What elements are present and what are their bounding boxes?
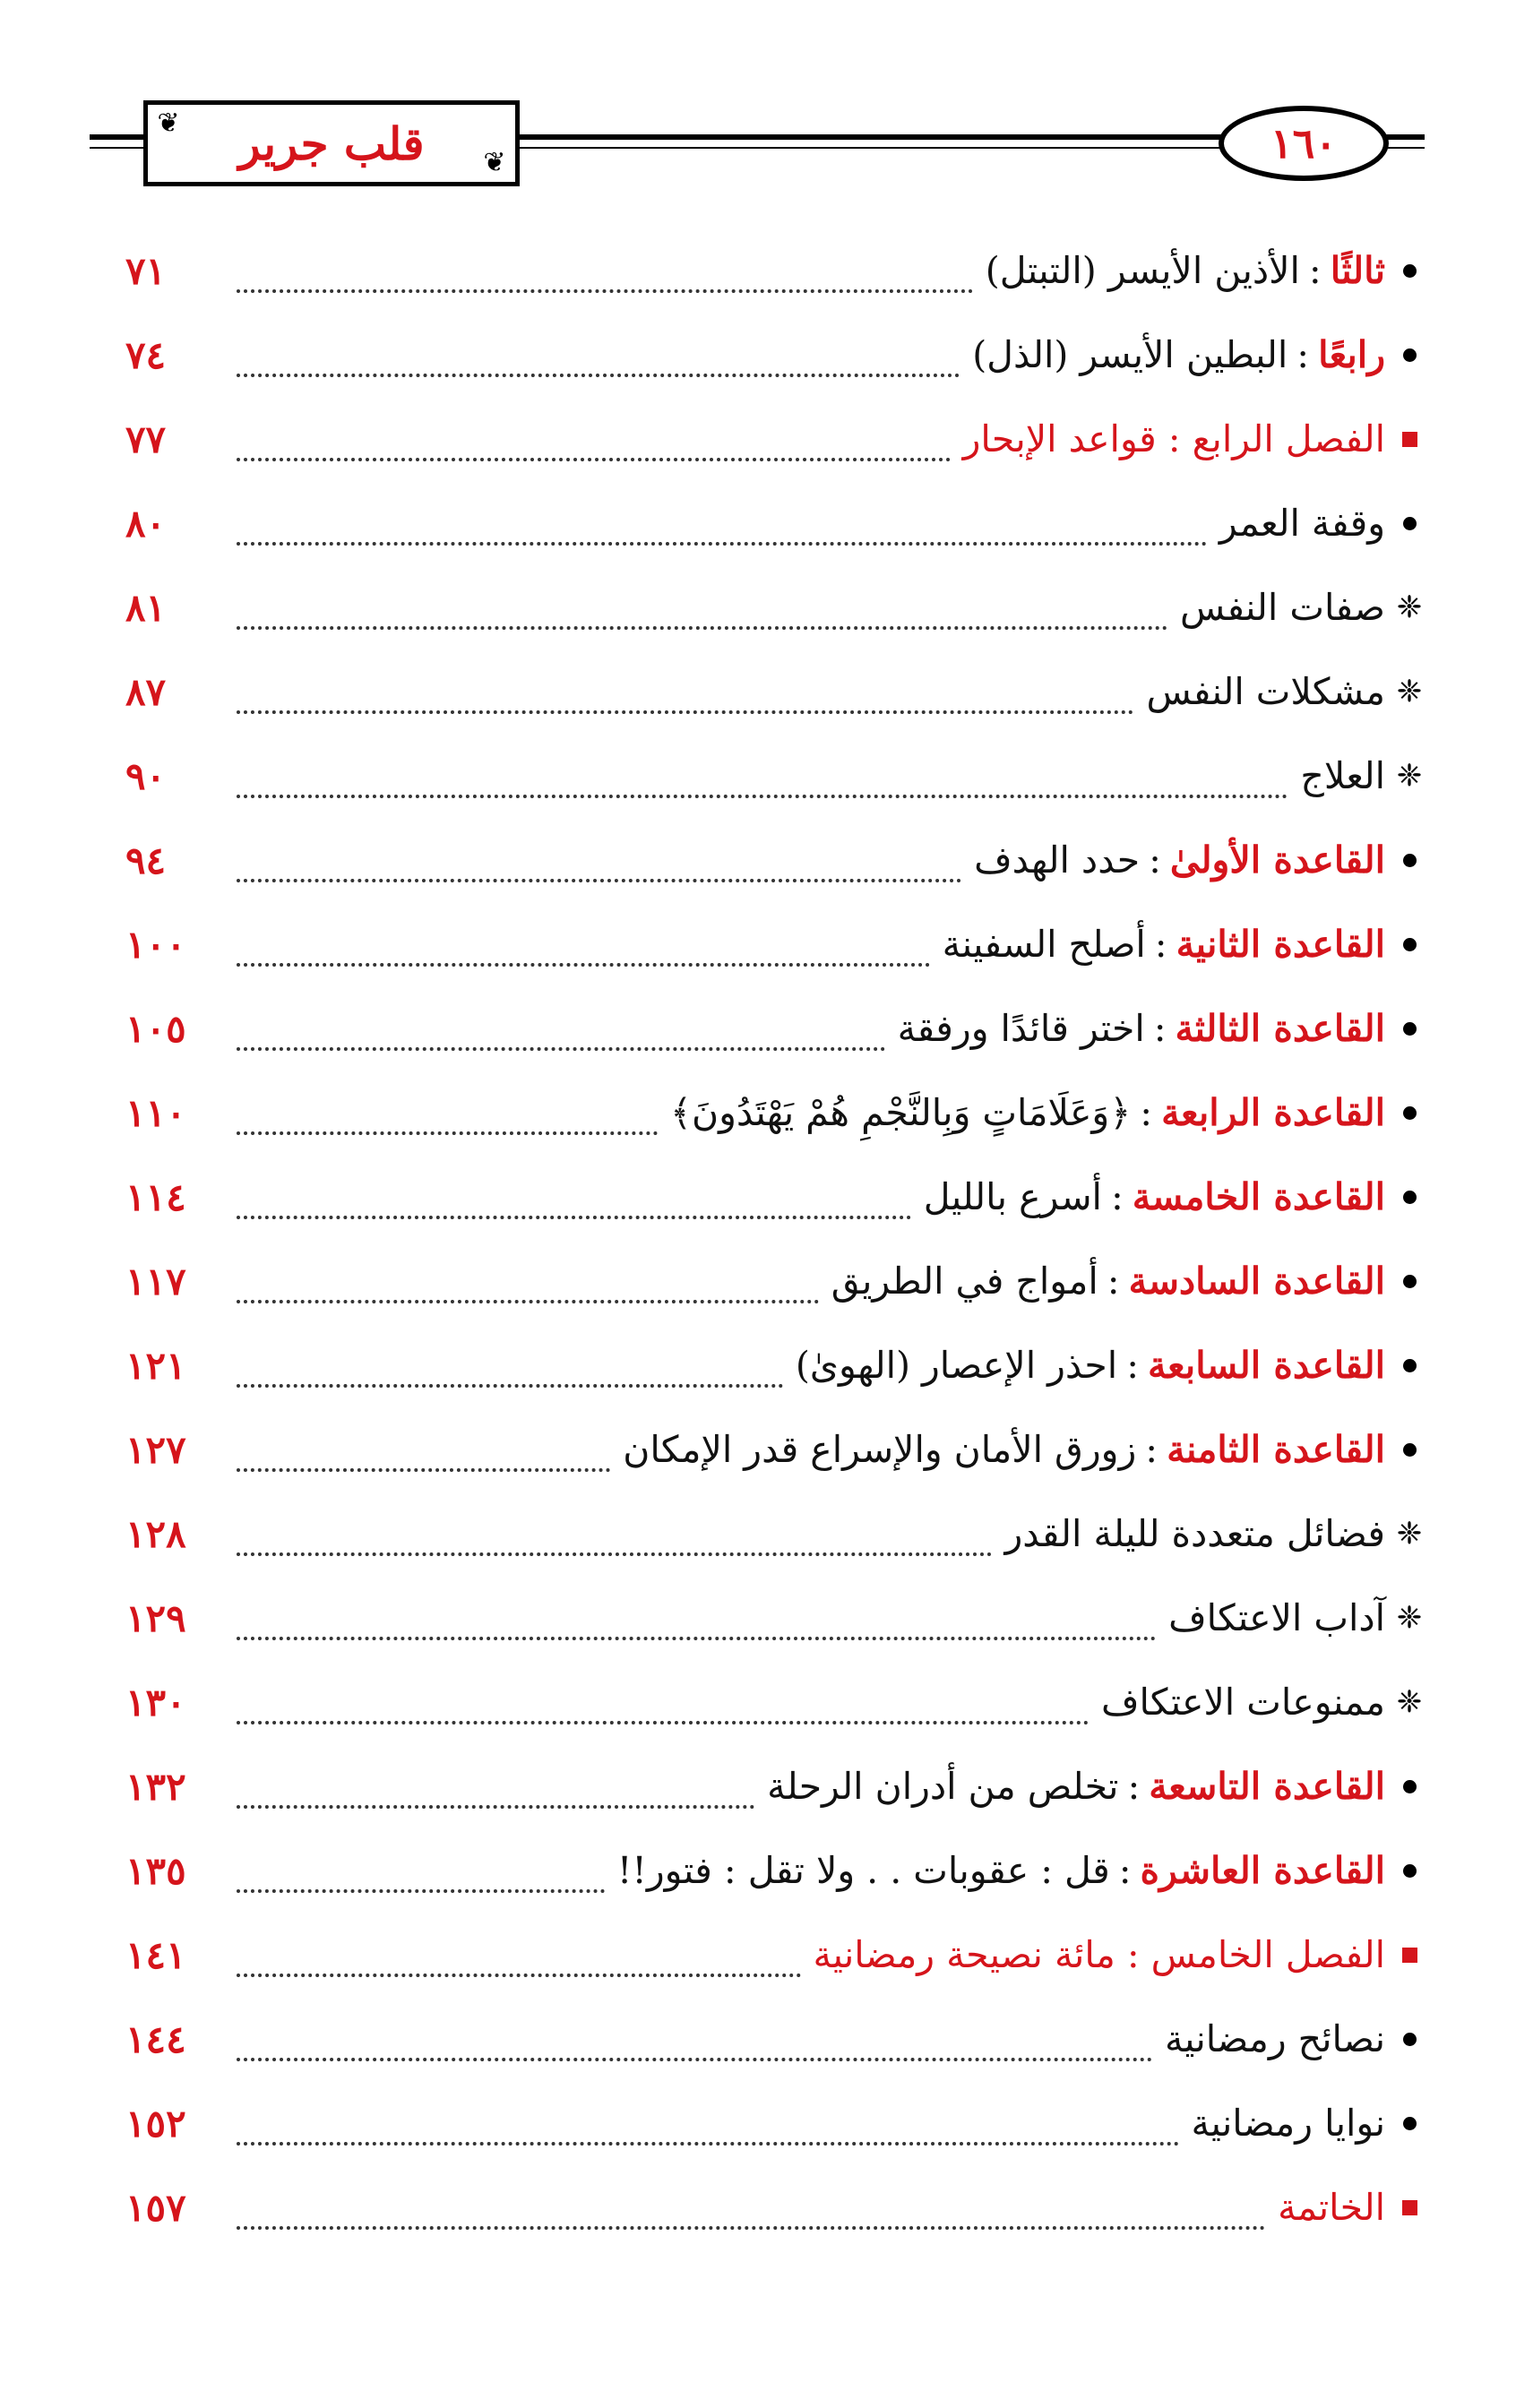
bullet-dot-icon [1394,2033,1425,2046]
toc-page-number: ١٢٧ [125,1427,186,1472]
toc-entry-text: آداب الاعتكاف [1168,1596,1385,1639]
toc-entry-text: أسرع بالليل [923,1175,1102,1218]
bullet-dot-icon [1394,348,1425,362]
toc-entry-text: حدد الهدف [974,838,1141,882]
toc-page-number: ٧٤ [125,332,167,377]
toc-entry-text: تخلص من أدران الرحلة [767,1765,1119,1808]
bullet-dot-icon [1394,1780,1425,1793]
toc-entry-text: قل : عقوبات . . ولا تقل : فتور!! [616,1849,1110,1892]
page-number: ١٦٠ [1270,119,1338,168]
bullet-square-icon [1394,2200,1425,2215]
dot-leader [237,1020,885,1051]
toc-page-number: ١١٧ [125,1259,186,1303]
toc-page-number: ١٢١ [125,1343,186,1388]
bullet-star-icon: ❈ [1396,1684,1423,1720]
label-separator: : [1127,1765,1141,1808]
toc-page-number: ٧٧ [125,417,167,461]
toc-entry-label: القاعدة الخامسة [1132,1175,1385,1218]
toc-entry-title [943,923,1394,966]
toc-entry [125,313,1425,397]
toc-page-number: ١٣٢ [125,1764,186,1809]
toc-page-number: ٩٤ [125,838,167,882]
dot-leader [237,684,1133,714]
label-separator: : [1154,923,1167,966]
label-separator: : [1145,1428,1159,1471]
toc-entry-text: مشكلات النفس [1146,670,1385,713]
toc-entry-title [1165,2017,1394,2060]
ornament-icon: ❦ [483,147,506,178]
page-number-oval [1219,106,1389,181]
toc-page-number: ١٥٧ [125,2185,186,2230]
toc-page-number: ١٢٨ [125,1511,186,1556]
dot-leader [237,852,961,882]
label-separator: : [1153,1007,1167,1050]
toc-entry [125,1828,1425,1913]
toc-entry-text: أصلح السفينة [942,923,1146,966]
toc-entry [125,1576,1425,1660]
bullet-star-icon: ❈ [1396,1516,1423,1552]
toc-entry-title [767,1765,1394,1808]
toc-entry-text: زورق الأمان والإسراع قدر الإمكان [623,1428,1137,1471]
label-separator: : [1296,333,1310,376]
bullet-dot-icon [1394,1275,1425,1288]
dot-leader [237,1105,658,1135]
toc-entry [125,1155,1425,1239]
dot-leader [237,768,1288,798]
toc-entry [125,2081,1425,2165]
toc-entry [125,397,1425,481]
dot-leader [237,1441,610,1472]
dot-leader [237,2199,1265,2230]
toc-page-number: ٨٠ [125,501,167,546]
toc-entry-title [1300,754,1394,797]
bullet-dot-icon [1394,854,1425,867]
toc-entry-text: الفصل الخامس : مائة نصيحة رمضانية [813,1933,1385,1976]
dot-leader [237,1947,801,1977]
toc-entry [125,2165,1425,2249]
dot-leader [237,1694,1089,1724]
toc-entry-label: القاعدة العاشرة [1140,1849,1385,1892]
label-separator: : [1149,838,1161,882]
toc-entry-title [986,249,1394,292]
toc-entry [125,902,1425,986]
toc-entry-text: وقفة العمر [1219,502,1385,545]
dot-leader [237,347,960,377]
toc-entry-text: اختر قائدًا ورفقة [897,1007,1145,1050]
toc-entry-text: الأذين الأيسر (التبتل) [985,249,1300,292]
toc-entry-title [1180,586,1394,629]
toc-entry-text: نوايا رمضانية [1191,2102,1385,2145]
bullet-dot-icon [1394,264,1425,278]
bullet-dot-icon [1394,1359,1425,1372]
toc-entry-text: الخاتمة [1278,2186,1385,2229]
toc-entry-label: القاعدة الثانية [1176,923,1385,966]
bullet-star-icon: ❈ [1396,758,1423,794]
toc-entry-text: العلاج [1300,754,1385,797]
dot-leader [237,515,1207,546]
dot-leader [237,1778,754,1809]
toc-entry [125,649,1425,734]
toc-entry-label: القاعدة الثامنة [1167,1428,1385,1471]
dot-leader [237,1526,992,1556]
dot-leader [237,1862,605,1893]
toc-entry-label: رابعًا [1318,333,1385,376]
dot-leader [237,2115,1179,2146]
dot-leader [237,262,973,293]
toc-entry-text: أمواج في الطريق [831,1260,1098,1303]
bullet-star-icon: ❈ [1396,1600,1423,1636]
bullet-dot-icon [1394,938,1425,951]
toc-page-number: ٨٧ [125,669,167,714]
toc-entry [125,1660,1425,1744]
toc-entry-text: صفات النفس [1180,586,1385,629]
dot-leader [237,2031,1152,2061]
toc-page-number: ٨١ [125,585,167,630]
dot-leader [237,1273,819,1303]
toc-entry-text: فضائل متعددة لليلة القدر [1004,1512,1385,1555]
toc-page-number: ٧١ [125,248,167,293]
toc-entry [125,1071,1425,1155]
toc-page-number: ١٤١ [125,1932,186,1977]
toc-entry-title [963,417,1394,460]
toc-entry-label: القاعدة التاسعة [1149,1765,1385,1808]
toc-entry-title [1219,502,1394,545]
ornament-icon: ❦ [157,108,180,139]
bullet-square-icon [1394,1948,1425,1963]
toc-entry-text: ممنوعات الاعتكاف [1100,1681,1385,1724]
bullet-dot-icon [1394,1022,1425,1036]
page-header [90,90,1425,197]
toc-page-number: ١٣٥ [125,1848,186,1893]
dot-leader [237,1610,1156,1640]
dot-leader [237,1357,783,1388]
toc-entry [125,818,1425,902]
toc-entry-title [623,1428,1394,1471]
toc-entry [125,1239,1425,1323]
toc-entry-title [972,333,1394,376]
bullet-dot-icon [1394,1443,1425,1457]
dot-leader [237,1189,911,1219]
toc-entry [125,1997,1425,2081]
toc-entry [125,1913,1425,1997]
toc-entry-title [796,1344,1394,1387]
toc-entry-text: الفصل الرابع : قواعد الإبحار [962,417,1385,460]
toc-entry-label: القاعدة الرابعة [1161,1091,1385,1134]
bullet-dot-icon [1394,1191,1425,1204]
toc-entry-title [1278,2186,1394,2229]
toc-entry [125,481,1425,565]
toc-entry-title [1192,2102,1395,2145]
toc-page-number: ١٤٤ [125,2017,186,2061]
table-of-contents [125,228,1425,2249]
book-title-box [143,100,520,186]
bullet-dot-icon [1394,2117,1425,2130]
toc-page-number: ١١٠ [125,1090,186,1135]
toc-entry-label: القاعدة السابعة [1148,1344,1385,1387]
bullet-star-icon: ❈ [1396,589,1423,625]
toc-entry-title [1004,1512,1394,1555]
toc-entry-text: البطين الأيسر (الذل) [972,333,1288,376]
toc-page-number: ١٠٠ [125,922,186,967]
toc-page-number: ١٥٢ [125,2101,186,2146]
toc-entry [125,1744,1425,1828]
dot-leader [237,431,951,461]
toc-entry-text: احذر الإعصار (الهوىٰ) [795,1344,1118,1387]
toc-entry-label: ثالثًا [1330,249,1385,292]
dot-leader [237,599,1167,630]
toc-entry-title [814,1933,1394,1976]
toc-page-number: ١١٤ [125,1174,186,1219]
toc-entry-title [831,1260,1394,1303]
book-title: قلب جرير [238,116,425,170]
toc-entry [125,565,1425,649]
toc-entry [125,734,1425,818]
toc-entry [125,1492,1425,1576]
toc-entry [125,986,1425,1071]
toc-entry-title [1146,670,1394,713]
toc-page-number: ١٣٠ [125,1680,186,1724]
toc-entry-title [974,838,1394,882]
toc-page-number: ١٢٩ [125,1595,186,1640]
toc-entry [125,228,1425,313]
toc-entry-title [1168,1596,1394,1639]
toc-entry-text: ﴿وَعَلَامَاتٍ وَبِالنَّجْمِ هُمْ يَهْتَدُونَ﴾ [669,1091,1132,1134]
label-separator: : [1126,1344,1140,1387]
toc-entry-title [617,1849,1394,1892]
bullet-dot-icon [1394,1106,1425,1120]
toc-entry-title [924,1175,1394,1218]
toc-entry [125,1407,1425,1492]
label-separator: : [1110,1175,1124,1218]
toc-entry-title [670,1091,1394,1134]
toc-entry-title [1101,1681,1394,1724]
toc-entry-label: القاعدة السادسة [1128,1260,1385,1303]
toc-entry-title [898,1007,1394,1050]
dot-leader [237,936,930,967]
bullet-dot-icon [1394,1864,1425,1878]
toc-entry [125,1323,1425,1407]
toc-page-number: ٩٠ [125,753,167,798]
toc-page-number: ١٠٥ [125,1006,186,1051]
bullet-star-icon: ❈ [1396,674,1423,710]
label-separator: : [1107,1260,1120,1303]
bullet-dot-icon [1394,517,1425,530]
toc-entry-text: نصائح رمضانية [1165,2017,1385,2060]
label-separator: : [1308,249,1322,292]
label-separator: : [1140,1091,1153,1134]
bullet-square-icon [1394,432,1425,447]
label-separator: : [1118,1849,1132,1892]
toc-entry-label: القاعدة الأولىٰ [1169,838,1385,882]
toc-entry-label: القاعدة الثالثة [1175,1007,1385,1050]
